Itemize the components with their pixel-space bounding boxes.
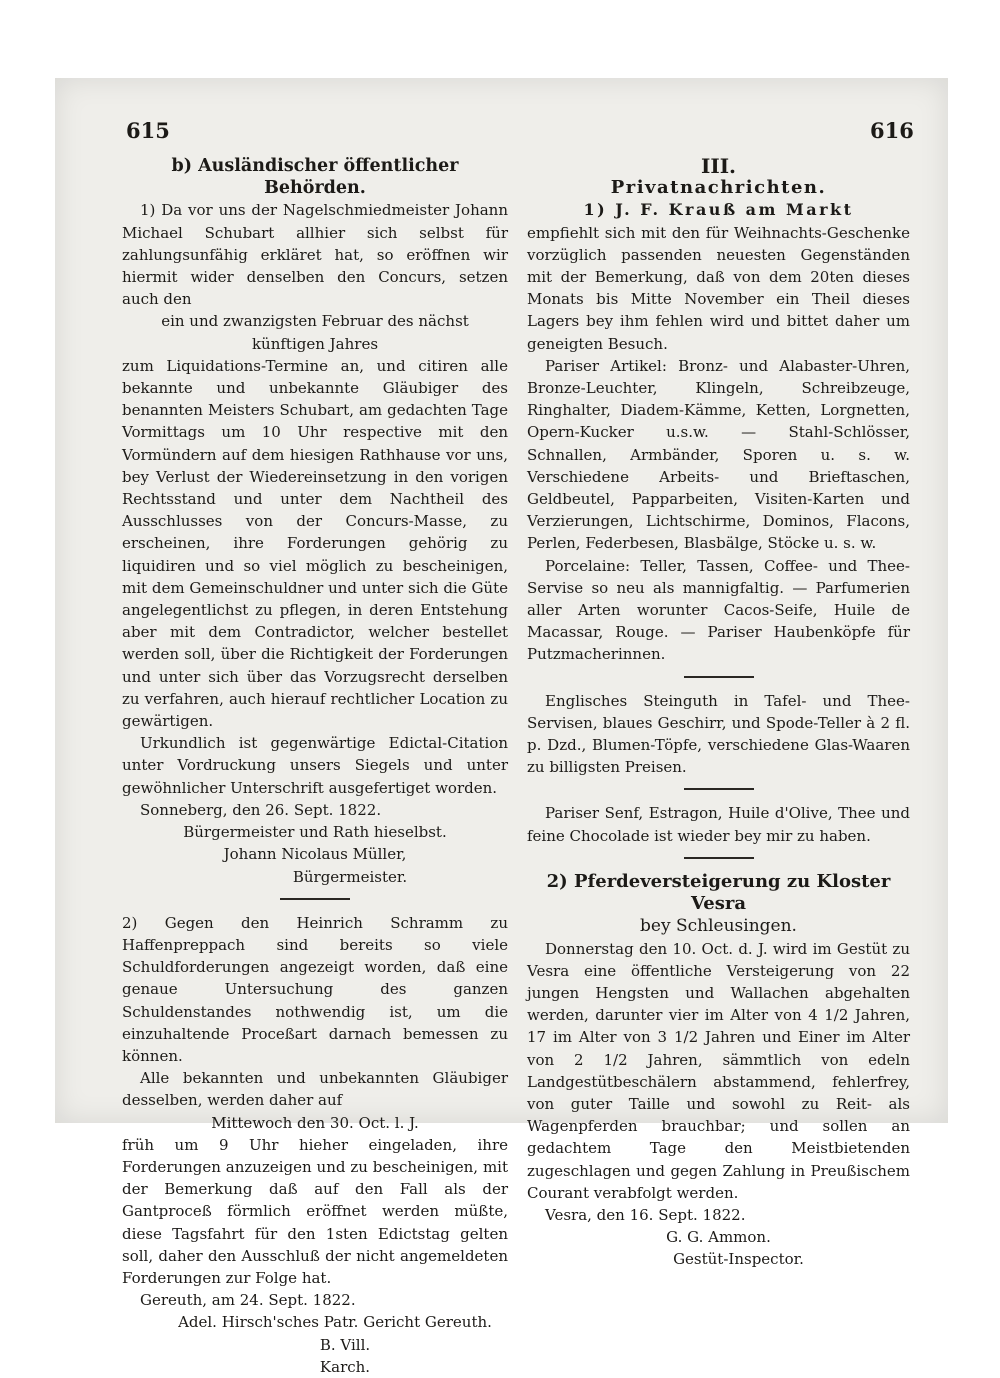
separator-rule: [280, 898, 350, 900]
notice-1-signature-2: Johann Nicolaus Müller,: [223, 845, 407, 864]
notice-1-place-date: Sonneberg, den 26. Sept. 1822.: [140, 800, 382, 819]
section-number: III.: [700, 154, 737, 178]
separator-rule: [684, 857, 754, 859]
separator-rule: [684, 788, 754, 790]
right-column: [527, 155, 910, 1271]
notice-1-date-line-1: ein und zwanzigsten Februar des nächst: [161, 312, 469, 331]
advert-2-heading: 2) Pferdeversteigerung zu Kloster Vesra: [546, 870, 891, 915]
notice-2-paragraph-2: Alle bekannten und unbekannten Gläubiger desselben, werden daher auf: [122, 1069, 508, 1110]
notice-1-urkundlich: Urkundlich ist gegenwärtige Edictal-Citation unter Vordruckung unsers Siegels und unter gewöhnlicher Unterschrift ausgefertiget worden.: [122, 734, 508, 797]
notice-2-continuation: früh um 9 Uhr hieher eingeladen, ihre Forderungen anzuzeigen und zu bescheinigen, mit der Bemerkung daß auf den Fall als der Gantproceß förmlich eröffnet werden müßte, diese Tagsfahrt für den 1sten Edictstag gelten soll, daher den Ausschluß der nicht angemeldeten Forderungen zur Folge hat.: [122, 1135, 508, 1287]
notice-1-continuation: zum Liquidations-Termine an, und citiren alle bekannte und unbekannte Gläubiger des benannten Meisters Schubart, am gedachten Tage Vormittags um 10 Uhr respective mit den Vormündern auf dem hiesigen Rathhause vor uns, bey Verlust der Wiedereinsetzung in den vorigen Rechtsstand und unter dem Nachtheil des Ausschlusses von der Concurs-Masse, zu erscheinen, ihre Forderungen gehörig zu liquidiren und so viel möglich zu bescheinigen, mit dem Gemeinschuldner und unter sich die Güte angelegentlichst zu pflegen, in deren Entstehung aber mit dem Contradictor, welcher bestellet werden soll, über die Richtigkeit der Forderungen und unter sich über das Vorzugsrecht derselben zu verfahren, auch hierauf rechtlicher Location zu gewärtigen.: [122, 356, 508, 731]
notice-1-paragraph: 1) Da vor uns der Nagelschmiedmeister Johann Michael Schubart allhier sich selbst für zahlungsunfähig erkläret hat, so eröffnen wir hiermit wider denselben den Concurs, setzen auch den: [122, 201, 508, 309]
advert-1-porcelaine: Porcelaine: Teller, Tassen, Coffee- und Thee-Servise so neu als mannigfaltig. — Parfumerien aller Arten worunter Cacos-Seife, Huile de Macassar, Rouge. — Pariser Haubenköpfe für Putzmacherinnen.: [527, 556, 910, 664]
notice-2-paragraph: 2) Gegen den Heinrich Schramm zu Haffenpreppach sind bereits so viele Schuldforderungen angezeigt worden, daß eine genaue Untersuchung des ganzen Schuldenstandes nothwendig ist, um die einzuhaltende Proceßart darnach bemessen zu können.: [122, 913, 508, 1065]
advert-1-paragraph: empfiehlt sich mit den für Weihnachts-Geschenke vorzüglich passenden neuesten Gegenständen mit der Bemerkung, daß von dem 20ten dieses Monats bis Mitte November ein Theil dieses Lagers bey ihm fehlen wird und bittet daher um geneigten Besuch.: [527, 223, 910, 353]
page-number-left: 615: [126, 118, 170, 143]
section-heading-privat: Privatnachrichten.: [610, 177, 827, 199]
notice-2-signature-3: Karch.: [319, 1357, 371, 1376]
advert-1-senf: Pariser Senf, Estragon, Huile d'Olive, Thee und feine Chocolade ist wieder bey mir zu haben.: [527, 804, 910, 845]
advert-2-signature-2: Gestüt-Inspector.: [673, 1250, 804, 1269]
notice-1-date-line-2: künftigen Jahres: [251, 334, 379, 353]
advert-2-place-date: Vesra, den 16. Sept. 1822.: [545, 1205, 746, 1224]
advert-1-heading: 1) J. F. Krauß am Markt: [583, 200, 854, 220]
advert-2-paragraph: Donnerstag den 10. Oct. d. J. wird im Gestüt zu Vesra eine öffentliche Versteigerung von 22 jungen Hengsten und Wallachen abgehalten werden, darunter vier im Alter von 4 1/2 Jahren, 17 im Alter von 3 1/2 Jahren und Einer im Alter von 2 1/2 Jahren, sämmtlich von edeln Landgestütbeschälern abstammend, fehlerfrey, von guter Taille und sowohl zu Reit- als Wagenpferden brauchbar; und sollen an gedachtem Tage den Meistbietenden zugeschlagen und gegen Zahlung in Preußischem Courant verabfolgt werden.: [527, 939, 910, 1202]
advert-1-pariser-artikel: Pariser Artikel: Bronz- und Alabaster-Uhren, Bronze-Leuchter, Klingeln, Schreibzeuge, Ringhalter, Diadem-Kämme, Ketten, Lorgnetten, Opern-Kucker u.s.w. — Stahl-Schlösser, Schnallen, Armbänder, Sporen u. s. w. Verschiedene Arbeits- und Brieftaschen, Geldbeutel, Papparbeiten, Visiten-Karten und Verzierungen, Lichtschirme, Dominos, Flacons, Perlen, Federbesen, Blasbälge, Stöcke u. s. w.: [527, 356, 910, 553]
notice-1-signature-1: Bürgermeister und Rath hieselbst.: [183, 823, 447, 842]
notice-2-signature-1: Adel. Hirsch'sches Patr. Gericht Gereuth.: [178, 1313, 492, 1332]
advert-1-englisches: Englisches Steinguth in Tafel- und Thee-Servisen, blaues Geschirr, und Spode-Teller à 2 fl. p. Dzd., Blumen-Töpfe, verschiedene Glas-Waaren zu billigsten Preisen.: [527, 691, 910, 777]
page-number-right: 616: [870, 118, 914, 143]
notice-2-date: Mittewoch den 30. Oct. l. J.: [211, 1113, 419, 1132]
advert-2-signature-1: G. G. Ammon.: [666, 1228, 771, 1247]
notice-2-signature-2: B. Vill.: [319, 1335, 371, 1354]
advert-2-subheading: bey Schleusingen.: [640, 916, 797, 937]
notice-1-signature-3: Bürgermeister.: [292, 867, 408, 886]
notice-2-place-date: Gereuth, am 24. Sept. 1822.: [140, 1291, 356, 1310]
separator-rule: [684, 676, 754, 678]
left-column: [122, 155, 508, 1378]
section-heading-b: b) Ausländischer öffentlicher Behörden.: [171, 156, 459, 199]
